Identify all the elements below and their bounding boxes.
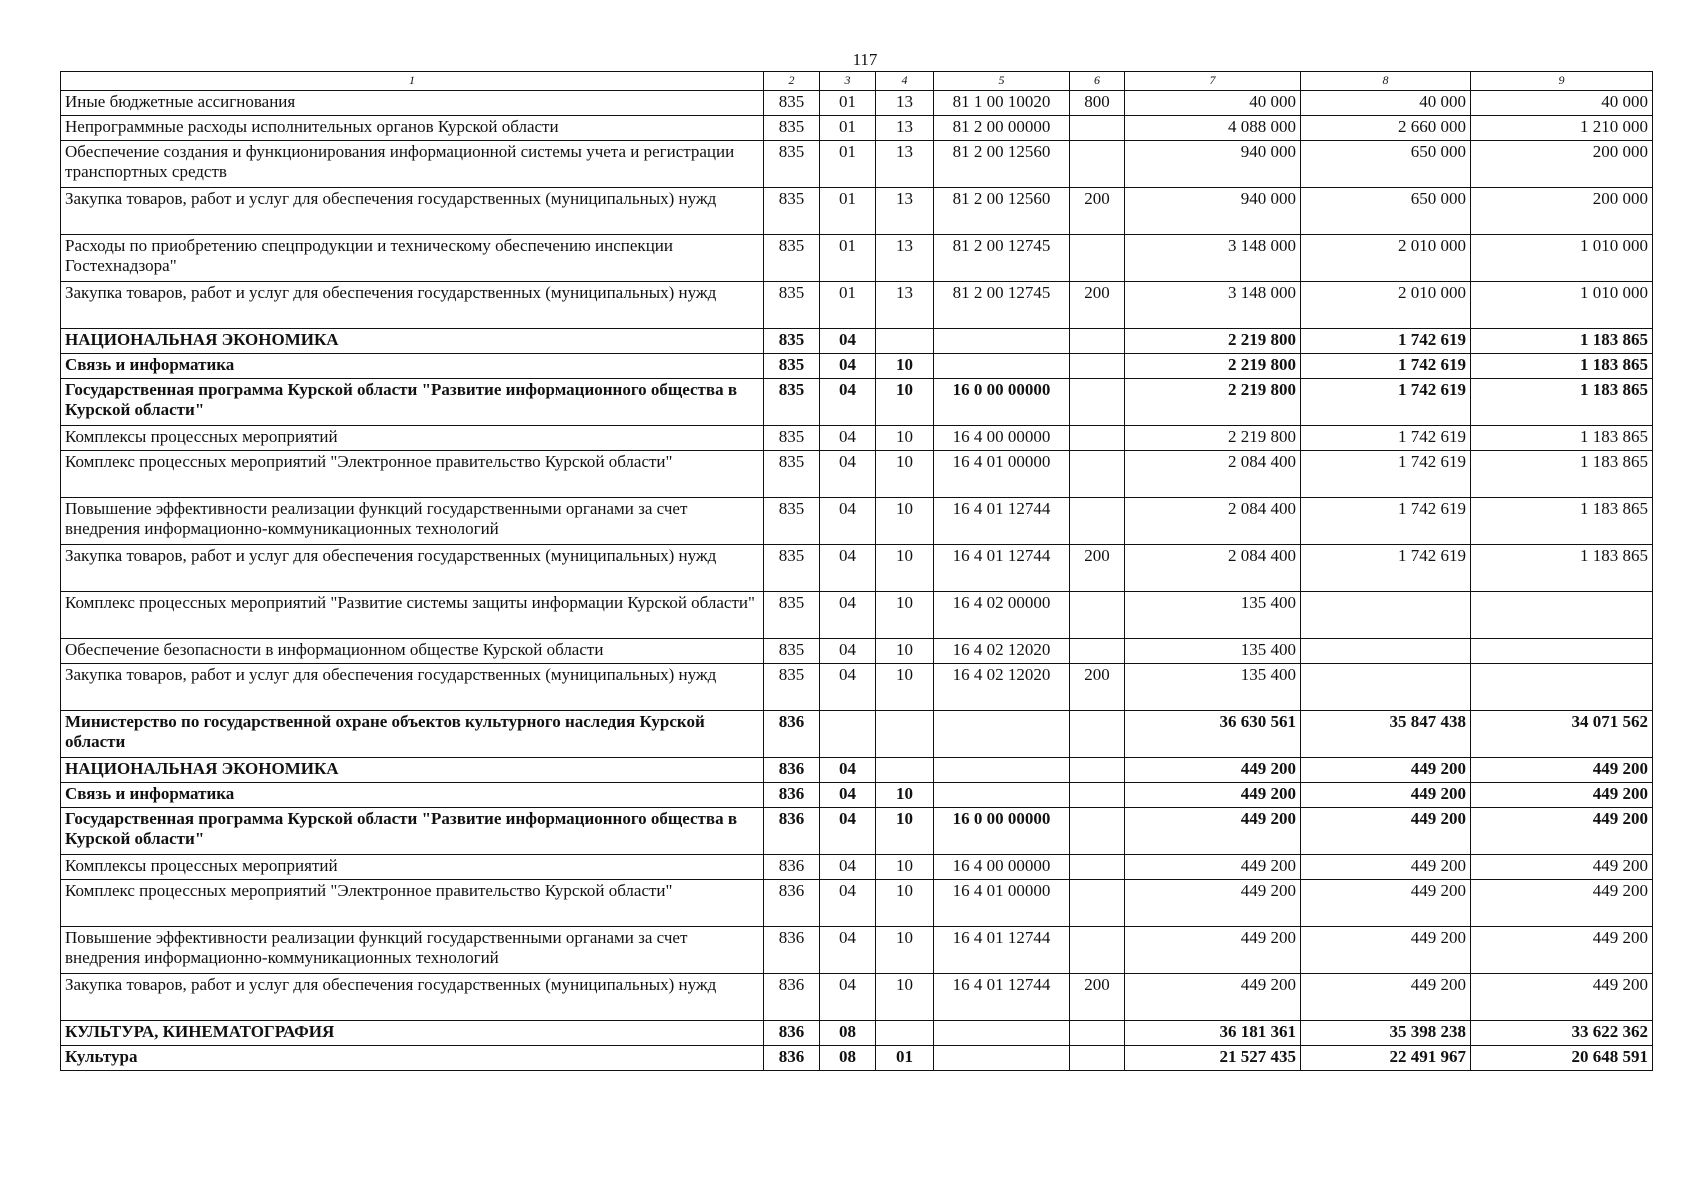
row-amount-col9: 449 200 (1471, 927, 1653, 974)
row-code-pr: 10 (876, 545, 934, 592)
row-code-rz: 01 (820, 235, 876, 282)
table-row (61, 880, 1653, 927)
row-code-rz: 01 (820, 116, 876, 141)
row-amount-col9: 449 200 (1471, 880, 1653, 927)
column-header: 1 (61, 72, 764, 91)
table-row (61, 711, 1653, 758)
row-code-rz: 04 (820, 498, 876, 545)
row-code-gr: 836 (764, 927, 820, 974)
column-header: 2 (764, 72, 820, 91)
row-description: Закупка товаров, работ и услуг для обеспечения государственных (муниципальных) нужд (61, 974, 764, 1021)
row-code-csr: 16 4 01 00000 (934, 451, 1070, 498)
row-amount-col8: 449 200 (1301, 758, 1471, 783)
row-code-rz: 04 (820, 379, 876, 426)
row-code-gr: 836 (764, 880, 820, 927)
table-row (61, 282, 1653, 329)
row-amount-col9: 34 071 562 (1471, 711, 1653, 758)
row-code-vr (1070, 235, 1125, 282)
table-row (61, 235, 1653, 282)
table-row (61, 498, 1653, 545)
table-row (61, 141, 1653, 188)
row-amount-col7: 3 148 000 (1125, 282, 1301, 329)
row-description: Непрограммные расходы исполнительных органов Курской области (61, 116, 764, 141)
table-row (61, 592, 1653, 639)
row-amount-col7: 2 219 800 (1125, 426, 1301, 451)
row-amount-col9: 1 183 865 (1471, 354, 1653, 379)
row-description: Комплекс процессных мероприятий "Электронное правительство Курской области" (61, 880, 764, 927)
row-code-csr (934, 354, 1070, 379)
row-amount-col8: 1 742 619 (1301, 451, 1471, 498)
column-header: 8 (1301, 72, 1471, 91)
table-row (61, 545, 1653, 592)
row-description: НАЦИОНАЛЬНАЯ ЭКОНОМИКА (61, 758, 764, 783)
row-amount-col8: 1 742 619 (1301, 545, 1471, 592)
row-amount-col9: 1 183 865 (1471, 451, 1653, 498)
row-amount-col8: 449 200 (1301, 927, 1471, 974)
row-amount-col7: 4 088 000 (1125, 116, 1301, 141)
row-code-csr: 16 4 00 00000 (934, 855, 1070, 880)
row-amount-col7: 135 400 (1125, 592, 1301, 639)
row-code-vr: 200 (1070, 664, 1125, 711)
row-amount-col8: 650 000 (1301, 188, 1471, 235)
row-code-pr: 10 (876, 354, 934, 379)
row-code-gr: 835 (764, 282, 820, 329)
row-code-pr: 13 (876, 91, 934, 116)
table-row (61, 927, 1653, 974)
row-code-vr (1070, 711, 1125, 758)
row-code-csr: 16 0 00 00000 (934, 379, 1070, 426)
table-row (61, 639, 1653, 664)
table-row (61, 1021, 1653, 1046)
row-code-gr: 836 (764, 974, 820, 1021)
row-amount-col8: 2 660 000 (1301, 116, 1471, 141)
row-code-vr (1070, 880, 1125, 927)
row-code-vr: 200 (1070, 282, 1125, 329)
row-code-csr: 81 1 00 10020 (934, 91, 1070, 116)
row-code-vr (1070, 329, 1125, 354)
row-amount-col7: 940 000 (1125, 141, 1301, 188)
row-code-csr: 16 4 02 12020 (934, 664, 1070, 711)
row-code-pr: 13 (876, 235, 934, 282)
row-code-pr: 10 (876, 783, 934, 808)
row-code-gr: 836 (764, 711, 820, 758)
row-code-rz: 01 (820, 282, 876, 329)
row-amount-col7: 449 200 (1125, 927, 1301, 974)
row-amount-col9: 449 200 (1471, 808, 1653, 855)
row-amount-col9: 1 010 000 (1471, 235, 1653, 282)
row-code-vr (1070, 354, 1125, 379)
row-code-csr (934, 329, 1070, 354)
row-code-pr: 10 (876, 664, 934, 711)
row-amount-col7: 449 200 (1125, 974, 1301, 1021)
row-code-gr: 835 (764, 329, 820, 354)
row-code-pr: 13 (876, 116, 934, 141)
row-code-vr (1070, 758, 1125, 783)
row-code-pr: 13 (876, 282, 934, 329)
row-code-rz (820, 711, 876, 758)
row-amount-col7: 2 219 800 (1125, 329, 1301, 354)
row-description: Комплекс процессных мероприятий "Электронное правительство Курской области" (61, 451, 764, 498)
row-amount-col8: 2 010 000 (1301, 235, 1471, 282)
row-code-csr: 16 4 00 00000 (934, 426, 1070, 451)
row-amount-col7: 135 400 (1125, 639, 1301, 664)
column-header: 6 (1070, 72, 1125, 91)
row-code-vr: 200 (1070, 188, 1125, 235)
row-amount-col9 (1471, 664, 1653, 711)
row-code-pr: 10 (876, 880, 934, 927)
row-amount-col7: 36 181 361 (1125, 1021, 1301, 1046)
row-amount-col9: 1 183 865 (1471, 426, 1653, 451)
row-code-vr: 200 (1070, 974, 1125, 1021)
row-code-gr: 835 (764, 639, 820, 664)
row-code-rz: 08 (820, 1021, 876, 1046)
row-code-vr (1070, 426, 1125, 451)
row-code-rz: 01 (820, 91, 876, 116)
row-amount-col8: 1 742 619 (1301, 379, 1471, 426)
row-code-pr: 13 (876, 141, 934, 188)
row-amount-col7: 449 200 (1125, 758, 1301, 783)
column-header: 9 (1471, 72, 1653, 91)
row-amount-col9: 20 648 591 (1471, 1046, 1653, 1071)
row-code-pr: 10 (876, 639, 934, 664)
row-code-csr: 16 0 00 00000 (934, 808, 1070, 855)
row-code-gr: 835 (764, 592, 820, 639)
table-row (61, 974, 1653, 1021)
row-code-gr: 836 (764, 855, 820, 880)
row-code-csr: 16 4 02 12020 (934, 639, 1070, 664)
table-row (61, 354, 1653, 379)
row-code-gr: 835 (764, 235, 820, 282)
row-amount-col8 (1301, 639, 1471, 664)
column-header: 4 (876, 72, 934, 91)
row-code-pr (876, 758, 934, 783)
row-code-pr: 10 (876, 592, 934, 639)
row-amount-col8: 35 398 238 (1301, 1021, 1471, 1046)
row-code-csr: 16 4 01 12744 (934, 974, 1070, 1021)
row-description: КУЛЬТУРА, КИНЕМАТОГРАФИЯ (61, 1021, 764, 1046)
row-amount-col7: 2 219 800 (1125, 379, 1301, 426)
row-code-csr (934, 1021, 1070, 1046)
row-code-csr: 81 2 00 00000 (934, 116, 1070, 141)
row-description: Комплексы процессных мероприятий (61, 855, 764, 880)
row-code-pr: 10 (876, 808, 934, 855)
row-code-gr: 835 (764, 545, 820, 592)
row-amount-col7: 135 400 (1125, 664, 1301, 711)
row-amount-col9: 1 183 865 (1471, 329, 1653, 354)
row-amount-col8 (1301, 664, 1471, 711)
row-code-pr: 10 (876, 498, 934, 545)
row-amount-col8: 449 200 (1301, 880, 1471, 927)
row-description: Министерство по государственной охране объектов культурного наследия Курской области (61, 711, 764, 758)
row-code-gr: 835 (764, 379, 820, 426)
row-code-csr: 16 4 01 12744 (934, 498, 1070, 545)
row-amount-col7: 2 219 800 (1125, 354, 1301, 379)
column-header: 7 (1125, 72, 1301, 91)
row-description: Обеспечение безопасности в информационном обществе Курской области (61, 639, 764, 664)
row-code-vr (1070, 808, 1125, 855)
row-code-pr: 10 (876, 855, 934, 880)
row-amount-col7: 449 200 (1125, 808, 1301, 855)
row-code-gr: 836 (764, 1046, 820, 1071)
row-amount-col8: 35 847 438 (1301, 711, 1471, 758)
table-body (61, 72, 1653, 1071)
row-code-rz: 04 (820, 354, 876, 379)
row-code-pr: 01 (876, 1046, 934, 1071)
row-code-pr (876, 711, 934, 758)
row-amount-col9 (1471, 592, 1653, 639)
row-code-csr: 81 2 00 12560 (934, 141, 1070, 188)
table-row (61, 783, 1653, 808)
row-amount-col7: 2 084 400 (1125, 451, 1301, 498)
row-code-vr (1070, 451, 1125, 498)
row-code-gr: 836 (764, 1021, 820, 1046)
column-header: 5 (934, 72, 1070, 91)
row-amount-col7: 40 000 (1125, 91, 1301, 116)
row-code-pr: 13 (876, 188, 934, 235)
row-description: Культура (61, 1046, 764, 1071)
row-amount-col7: 940 000 (1125, 188, 1301, 235)
row-description: Связь и информатика (61, 354, 764, 379)
table-row (61, 379, 1653, 426)
row-amount-col7: 21 527 435 (1125, 1046, 1301, 1071)
row-code-rz: 04 (820, 855, 876, 880)
row-amount-col8 (1301, 592, 1471, 639)
row-description: Расходы по приобретению спецпродукции и техническому обеспечению инспекции Гостехнадзора" (61, 235, 764, 282)
row-amount-col7: 449 200 (1125, 783, 1301, 808)
row-code-vr (1070, 855, 1125, 880)
row-amount-col9: 449 200 (1471, 855, 1653, 880)
row-code-vr (1070, 379, 1125, 426)
row-code-pr (876, 329, 934, 354)
row-code-vr (1070, 141, 1125, 188)
row-code-rz: 04 (820, 639, 876, 664)
row-code-gr: 835 (764, 426, 820, 451)
row-amount-col8: 449 200 (1301, 974, 1471, 1021)
row-description: Комплексы процессных мероприятий (61, 426, 764, 451)
row-code-rz: 01 (820, 188, 876, 235)
row-amount-col7: 3 148 000 (1125, 235, 1301, 282)
row-amount-col9: 200 000 (1471, 188, 1653, 235)
row-amount-col9: 1 010 000 (1471, 282, 1653, 329)
table-row (61, 1046, 1653, 1071)
row-code-vr (1070, 927, 1125, 974)
row-description: Закупка товаров, работ и услуг для обеспечения государственных (муниципальных) нужд (61, 282, 764, 329)
row-code-csr: 16 4 01 00000 (934, 880, 1070, 927)
row-amount-col7: 2 084 400 (1125, 498, 1301, 545)
row-code-rz: 04 (820, 592, 876, 639)
row-amount-col8: 1 742 619 (1301, 329, 1471, 354)
row-code-gr: 835 (764, 498, 820, 545)
row-code-rz: 04 (820, 880, 876, 927)
row-code-csr: 81 2 00 12745 (934, 235, 1070, 282)
row-amount-col9: 1 183 865 (1471, 379, 1653, 426)
row-amount-col7: 36 630 561 (1125, 711, 1301, 758)
column-header: 3 (820, 72, 876, 91)
row-code-gr: 835 (764, 116, 820, 141)
row-code-rz: 04 (820, 451, 876, 498)
row-code-vr (1070, 1021, 1125, 1046)
row-code-vr: 200 (1070, 545, 1125, 592)
row-code-gr: 835 (764, 451, 820, 498)
row-code-rz: 04 (820, 808, 876, 855)
row-code-csr (934, 1046, 1070, 1071)
row-code-csr (934, 758, 1070, 783)
table-row (61, 329, 1653, 354)
row-code-rz: 04 (820, 783, 876, 808)
row-description: Закупка товаров, работ и услуг для обеспечения государственных (муниципальных) нужд (61, 664, 764, 711)
table-row (61, 426, 1653, 451)
row-code-rz: 04 (820, 426, 876, 451)
row-amount-col9: 200 000 (1471, 141, 1653, 188)
row-code-gr: 836 (764, 783, 820, 808)
row-code-rz: 04 (820, 758, 876, 783)
row-amount-col9: 1 183 865 (1471, 545, 1653, 592)
row-amount-col9: 449 200 (1471, 974, 1653, 1021)
row-amount-col8: 22 491 967 (1301, 1046, 1471, 1071)
row-code-rz: 04 (820, 664, 876, 711)
row-code-gr: 835 (764, 354, 820, 379)
row-code-pr: 10 (876, 927, 934, 974)
row-code-gr: 835 (764, 91, 820, 116)
row-code-gr: 835 (764, 664, 820, 711)
row-description: Государственная программа Курской области "Развитие информационного общества в Курской области" (61, 379, 764, 426)
table-row (61, 758, 1653, 783)
row-code-rz: 04 (820, 545, 876, 592)
row-code-rz: 04 (820, 974, 876, 1021)
row-amount-col8: 2 010 000 (1301, 282, 1471, 329)
row-amount-col9: 449 200 (1471, 758, 1653, 783)
row-code-csr (934, 783, 1070, 808)
budget-table (60, 71, 1653, 1071)
row-description: НАЦИОНАЛЬНАЯ ЭКОНОМИКА (61, 329, 764, 354)
row-code-vr (1070, 592, 1125, 639)
row-amount-col9: 40 000 (1471, 91, 1653, 116)
row-amount-col8: 1 742 619 (1301, 498, 1471, 545)
row-code-pr: 10 (876, 379, 934, 426)
row-code-gr: 836 (764, 808, 820, 855)
table-row (61, 808, 1653, 855)
row-code-vr (1070, 116, 1125, 141)
row-description: Закупка товаров, работ и услуг для обеспечения государственных (муниципальных) нужд (61, 188, 764, 235)
row-amount-col9: 449 200 (1471, 783, 1653, 808)
row-amount-col9: 1 210 000 (1471, 116, 1653, 141)
row-code-pr: 10 (876, 974, 934, 1021)
row-code-csr: 81 2 00 12745 (934, 282, 1070, 329)
row-description: Комплекс процессных мероприятий "Развитие системы защиты информации Курской области" (61, 592, 764, 639)
row-amount-col8: 650 000 (1301, 141, 1471, 188)
row-code-rz: 08 (820, 1046, 876, 1071)
row-description: Повышение эффективности реализации функций государственными органами за счет внедрения информационно-коммуникационных технологий (61, 498, 764, 545)
table-row (61, 855, 1653, 880)
row-amount-col8: 449 200 (1301, 855, 1471, 880)
row-amount-col7: 2 084 400 (1125, 545, 1301, 592)
row-code-vr (1070, 498, 1125, 545)
row-amount-col8: 1 742 619 (1301, 426, 1471, 451)
row-amount-col7: 449 200 (1125, 855, 1301, 880)
row-code-vr (1070, 639, 1125, 664)
row-amount-col8: 40 000 (1301, 91, 1471, 116)
row-description: Обеспечение создания и функционирования информационной системы учета и регистрации транспортных средств (61, 141, 764, 188)
row-code-gr: 836 (764, 758, 820, 783)
row-code-csr (934, 711, 1070, 758)
row-code-gr: 835 (764, 141, 820, 188)
row-code-rz: 01 (820, 141, 876, 188)
column-header-row (61, 72, 1653, 91)
table-row (61, 116, 1653, 141)
row-code-csr: 16 4 01 12744 (934, 545, 1070, 592)
row-code-pr: 10 (876, 426, 934, 451)
row-amount-col9 (1471, 639, 1653, 664)
row-amount-col8: 1 742 619 (1301, 354, 1471, 379)
row-description: Связь и информатика (61, 783, 764, 808)
row-code-pr (876, 1021, 934, 1046)
table-row (61, 664, 1653, 711)
row-amount-col9: 1 183 865 (1471, 498, 1653, 545)
row-description: Закупка товаров, работ и услуг для обеспечения государственных (муниципальных) нужд (61, 545, 764, 592)
row-code-csr: 16 4 02 00000 (934, 592, 1070, 639)
row-code-csr: 16 4 01 12744 (934, 927, 1070, 974)
row-code-vr (1070, 1046, 1125, 1071)
row-code-gr: 835 (764, 188, 820, 235)
table-row (61, 91, 1653, 116)
table-row (61, 451, 1653, 498)
row-code-pr: 10 (876, 451, 934, 498)
row-description: Государственная программа Курской области "Развитие информационного общества в Курской области" (61, 808, 764, 855)
row-description: Иные бюджетные ассигнования (61, 91, 764, 116)
page-number: 117 (852, 50, 878, 69)
row-code-vr: 800 (1070, 91, 1125, 116)
row-code-vr (1070, 783, 1125, 808)
row-amount-col7: 449 200 (1125, 880, 1301, 927)
row-amount-col8: 449 200 (1301, 808, 1471, 855)
row-description: Повышение эффективности реализации функций государственными органами за счет внедрения информационно-коммуникационных технологий (61, 927, 764, 974)
row-code-csr: 81 2 00 12560 (934, 188, 1070, 235)
row-code-rz: 04 (820, 927, 876, 974)
row-amount-col9: 33 622 362 (1471, 1021, 1653, 1046)
row-amount-col8: 449 200 (1301, 783, 1471, 808)
table-row (61, 188, 1653, 235)
row-code-rz: 04 (820, 329, 876, 354)
